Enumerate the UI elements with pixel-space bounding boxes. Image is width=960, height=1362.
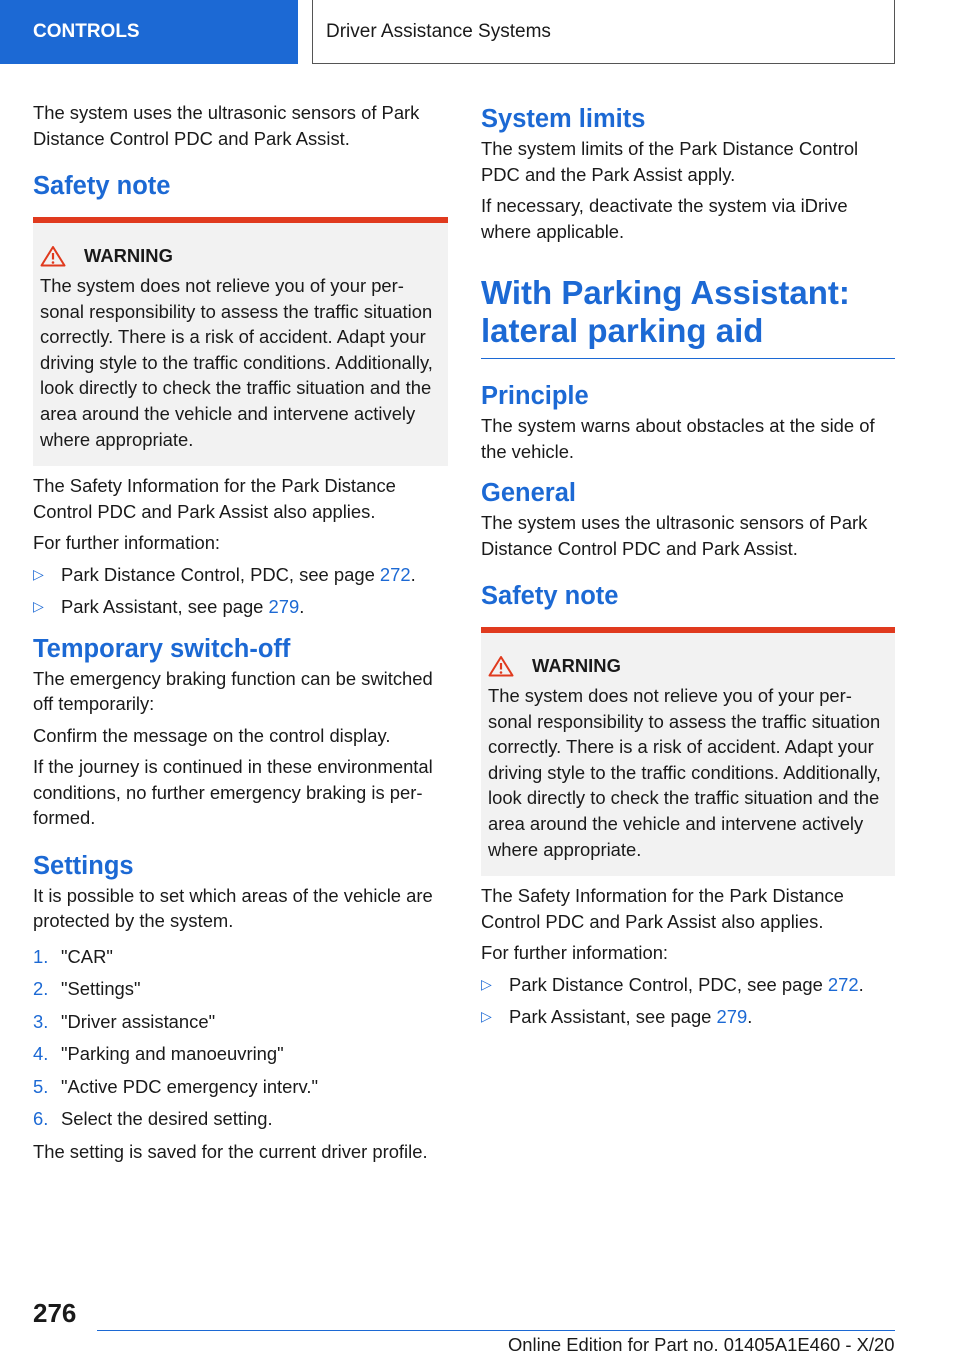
ref-end: . — [410, 563, 416, 585]
section-tab: CONTROLS — [0, 0, 298, 64]
main-section-heading — [481, 274, 895, 359]
ref-end: . — [858, 973, 864, 995]
warning-box — [481, 627, 895, 876]
further-info-paragraph: For further information: — [481, 942, 669, 964]
list-item — [33, 976, 448, 1002]
triangle-bullet-icon: ▷ — [33, 565, 44, 582]
list-item — [33, 1074, 448, 1100]
left-column — [33, 100, 448, 1170]
triangle-bullet-icon: ▷ — [481, 975, 492, 992]
step-number: 6. — [33, 1108, 49, 1130]
settings-steps — [33, 944, 448, 1132]
intro-paragraph: The system uses the ultrasonic sensors of Park Distance Control PDC and Park Assist. — [33, 102, 420, 149]
reference-list — [33, 562, 448, 620]
page-link[interactable]: 279 — [268, 596, 300, 618]
triangle-bullet-icon: ▷ — [33, 598, 44, 615]
ref-end: . — [299, 596, 305, 618]
list-item — [33, 562, 448, 588]
list-item — [33, 1106, 448, 1132]
step-number: 2. — [33, 978, 49, 1000]
step-number: 5. — [33, 1075, 49, 1097]
principle-paragraph: The system warns about obstacles at the side of the vehicle. — [481, 415, 875, 462]
list-item — [33, 1041, 448, 1067]
settings-heading: Settings — [33, 851, 134, 880]
main-heading-line: lateral parking aid — [481, 312, 764, 349]
switch-off-paragraph: The emergency braking function can be switched off temporarily: — [33, 667, 433, 715]
settings-saved-paragraph: The setting is saved for the current driver profile. — [33, 1140, 428, 1162]
step-text: "Parking and manoeuvring" — [61, 1043, 284, 1065]
limits-paragraph: If necessary, deactivate the system via iDrive where applicable. — [481, 195, 848, 242]
further-info-paragraph: For further information: — [33, 532, 221, 554]
list-item — [481, 972, 895, 998]
ref-text: Park Distance Control, PDC, see page — [61, 563, 380, 585]
principle-heading: Principle — [481, 382, 589, 410]
ref-end: . — [747, 1006, 753, 1028]
page-link[interactable]: 272 — [827, 973, 859, 995]
safety-info-paragraph: The Safety Information for the Park Distance Control PDC and Park Assist also applies. — [481, 885, 844, 932]
ref-text: Park Assistant, see page — [509, 1006, 717, 1028]
temporary-switch-off-heading: Temporary switch-off — [33, 634, 291, 663]
warning-text: The system does not relieve you of your personal responsibility to assess the traffic situation correctly. There is a risk of accident. Adapt your driving style to the traffic conditions. Additionally, look directly to check the traffic situation and the area around the vehicle and intervene actively where appropriate. — [488, 685, 881, 860]
safety-note-heading: Safety note — [481, 582, 619, 610]
safety-info-paragraph: The Safety Information for the Park Distance Control PDC and Park Assist also applies. — [33, 475, 396, 522]
step-text: "Settings" — [61, 978, 141, 1000]
general-heading: General — [481, 479, 576, 507]
list-item — [33, 594, 448, 620]
general-paragraph: The system uses the ultrasonic sensors of Park Distance Control PDC and Park Assist. — [481, 512, 868, 559]
warning-triangle-icon — [488, 655, 514, 677]
warning-triangle-icon — [40, 245, 66, 267]
limits-paragraph: The system limits of the Park Distance Control PDC and the Park Assist apply. — [481, 138, 859, 185]
warning-title: WARNING — [532, 655, 621, 676]
step-number: 1. — [33, 945, 49, 967]
step-number: 3. — [33, 1010, 49, 1032]
step-text: "Driver assistance" — [61, 1010, 216, 1032]
triangle-bullet-icon: ▷ — [481, 1008, 492, 1025]
settings-paragraph: It is possible to set which areas of the vehicle are protected by the system. — [33, 884, 433, 932]
list-item — [33, 1009, 448, 1035]
step-text: Select the desired setting. — [61, 1108, 273, 1130]
list-item — [33, 944, 448, 970]
right-column — [481, 102, 895, 1037]
switch-off-paragraph: Confirm the message on the control display. — [33, 724, 391, 746]
warning-text: The system does not relieve you of your personal responsibility to assess the traffic situation correctly. There is a risk of accident. Adapt your driving style to the traffic conditions. Additionally, look directly to check the traffic situation and the area around the vehicle and intervene actively where appropriate. — [40, 275, 433, 450]
warning-box — [33, 217, 448, 466]
chapter-title: Driver Assistance Systems — [312, 0, 895, 64]
reference-list — [481, 972, 895, 1030]
main-heading-line: With Parking Assistant: — [481, 274, 850, 311]
system-limits-heading: System limits — [481, 105, 646, 133]
footer-divider — [97, 1330, 895, 1331]
step-text: "Active PDC emergency interv." — [61, 1075, 318, 1097]
safety-note-heading: Safety note — [33, 172, 171, 200]
switch-off-paragraph: If the journey is continued in these environmental conditions, no further emergency braking is performed. — [33, 756, 433, 829]
edition-text: Online Edition for Part no. 01405A1E460 - X/20 — [508, 1334, 895, 1355]
step-text: "CAR" — [61, 945, 113, 967]
ref-text: Park Assistant, see page — [61, 596, 269, 618]
page-link[interactable]: 272 — [379, 563, 411, 585]
page-number: 276 — [33, 1298, 77, 1328]
list-item — [481, 1004, 895, 1030]
warning-title: WARNING — [84, 245, 173, 266]
page-link[interactable]: 279 — [716, 1006, 748, 1028]
ref-text: Park Distance Control, PDC, see page — [509, 973, 828, 995]
step-number: 4. — [33, 1043, 49, 1065]
